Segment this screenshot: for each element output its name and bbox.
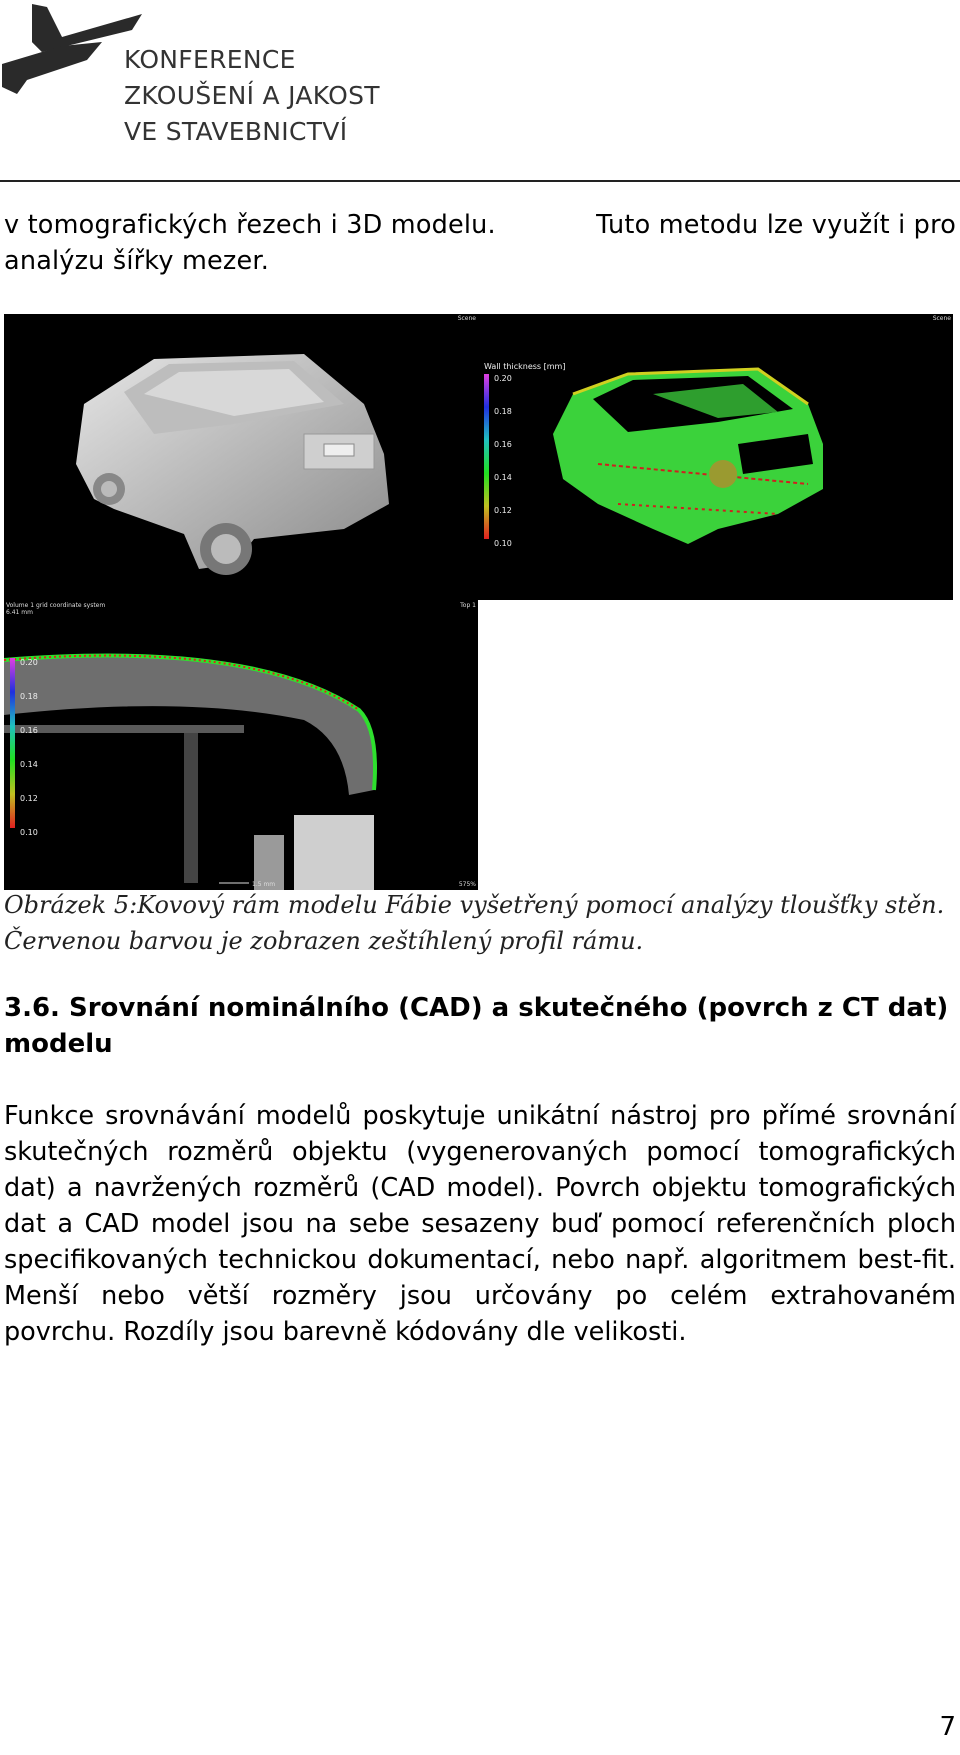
intro-line2: analýzu šířky mezer. [4,246,270,276]
profile-slice-icon [4,600,478,890]
page-number: 7 [939,1712,956,1742]
header-divider [0,180,960,182]
section-paragraph: Funkce srovnávání modelů poskytuje unikátní nástroj pro přímé srovnání skutečných rozměrů objektu (vygenerovaných pomocí tomografických dat) a navržených rozměrů (CAD model). Povrch objektu tomografických dat a CAD model jsou na sebe sesazeny buď pomocí referenčních ploch specifikovaných technickou dokumentací, nebo např. algoritmem best-fit. Menší nebo větší rozměry jsou určovány po celém extrahovaném povrchu. Rozdíly jsou barevně kódovány dle velikosti. [4,1101,956,1347]
panel-c-legend-0: 0.20 [20,658,38,667]
intro-paragraph [4,207,956,279]
figure-caption [4,887,956,959]
panel-c-legend-2: 0.16 [20,726,38,735]
panel-b-legend-0: 0.20 [494,374,512,383]
panel-b-legend-1: 0.18 [494,407,512,416]
panel-c-corner: Top 1 [460,602,476,609]
panel-c-scale: 1.5 mm [252,881,276,888]
panel-b-legend-4: 0.12 [494,506,512,515]
page-header [0,0,960,185]
intro-line1-left: v tomografických řezech i 3D modelu. [4,210,496,240]
panel-c-legend-5: 0.10 [20,828,38,837]
logo-line-2: ZKOUŠENÍ A JAKOST [124,81,380,110]
colored-car-frame-icon [478,314,953,600]
grey-car-scan-image [4,314,478,600]
intro-line1-right: Tuto metodu lze využít i pro [596,210,956,240]
conference-name [124,42,380,150]
panel-a-label: Scene [457,315,476,322]
panel-b-legend-3: 0.14 [494,473,512,482]
panel-b-legend-bar [484,374,489,539]
caption-line-2: Červenou barvou je zobrazen zeštíhlený profil rámu. [4,927,644,955]
panel-c-legend-bar [10,658,15,828]
panel-c-legend-4: 0.12 [20,794,38,803]
panel-c-zoom: 575% [458,881,476,888]
panel-c-title: Volume 1 grid coordinate system [6,602,106,609]
panel-b-legend-2: 0.16 [494,440,512,449]
tomographic-slice-image [4,600,478,890]
panel-c-subtitle: 6.41 mm [6,609,33,616]
section-heading: 3.6. Srovnání nominálního (CAD) a skutečného (povrch z CT dat) modelu [4,993,949,1059]
logo-line-3: VE STAVEBNICTVÍ [124,117,348,146]
thickness-map-car-image [478,314,953,600]
panel-c-legend-1: 0.18 [20,692,38,701]
panel-b-legend-5: 0.10 [494,539,512,548]
caption-line-1: Obrázek 5:Kovový rám modelu Fábie vyšetřený pomocí analýzy tloušťky stěn. [4,891,945,919]
panel-b-label: Scene [932,315,951,322]
panel-c-legend-3: 0.14 [20,760,38,769]
logo-line-1: KONFERENCE [124,45,296,74]
panel-b-legend-title: Wall thickness [mm] [484,362,566,371]
grey-car-icon [4,314,478,600]
